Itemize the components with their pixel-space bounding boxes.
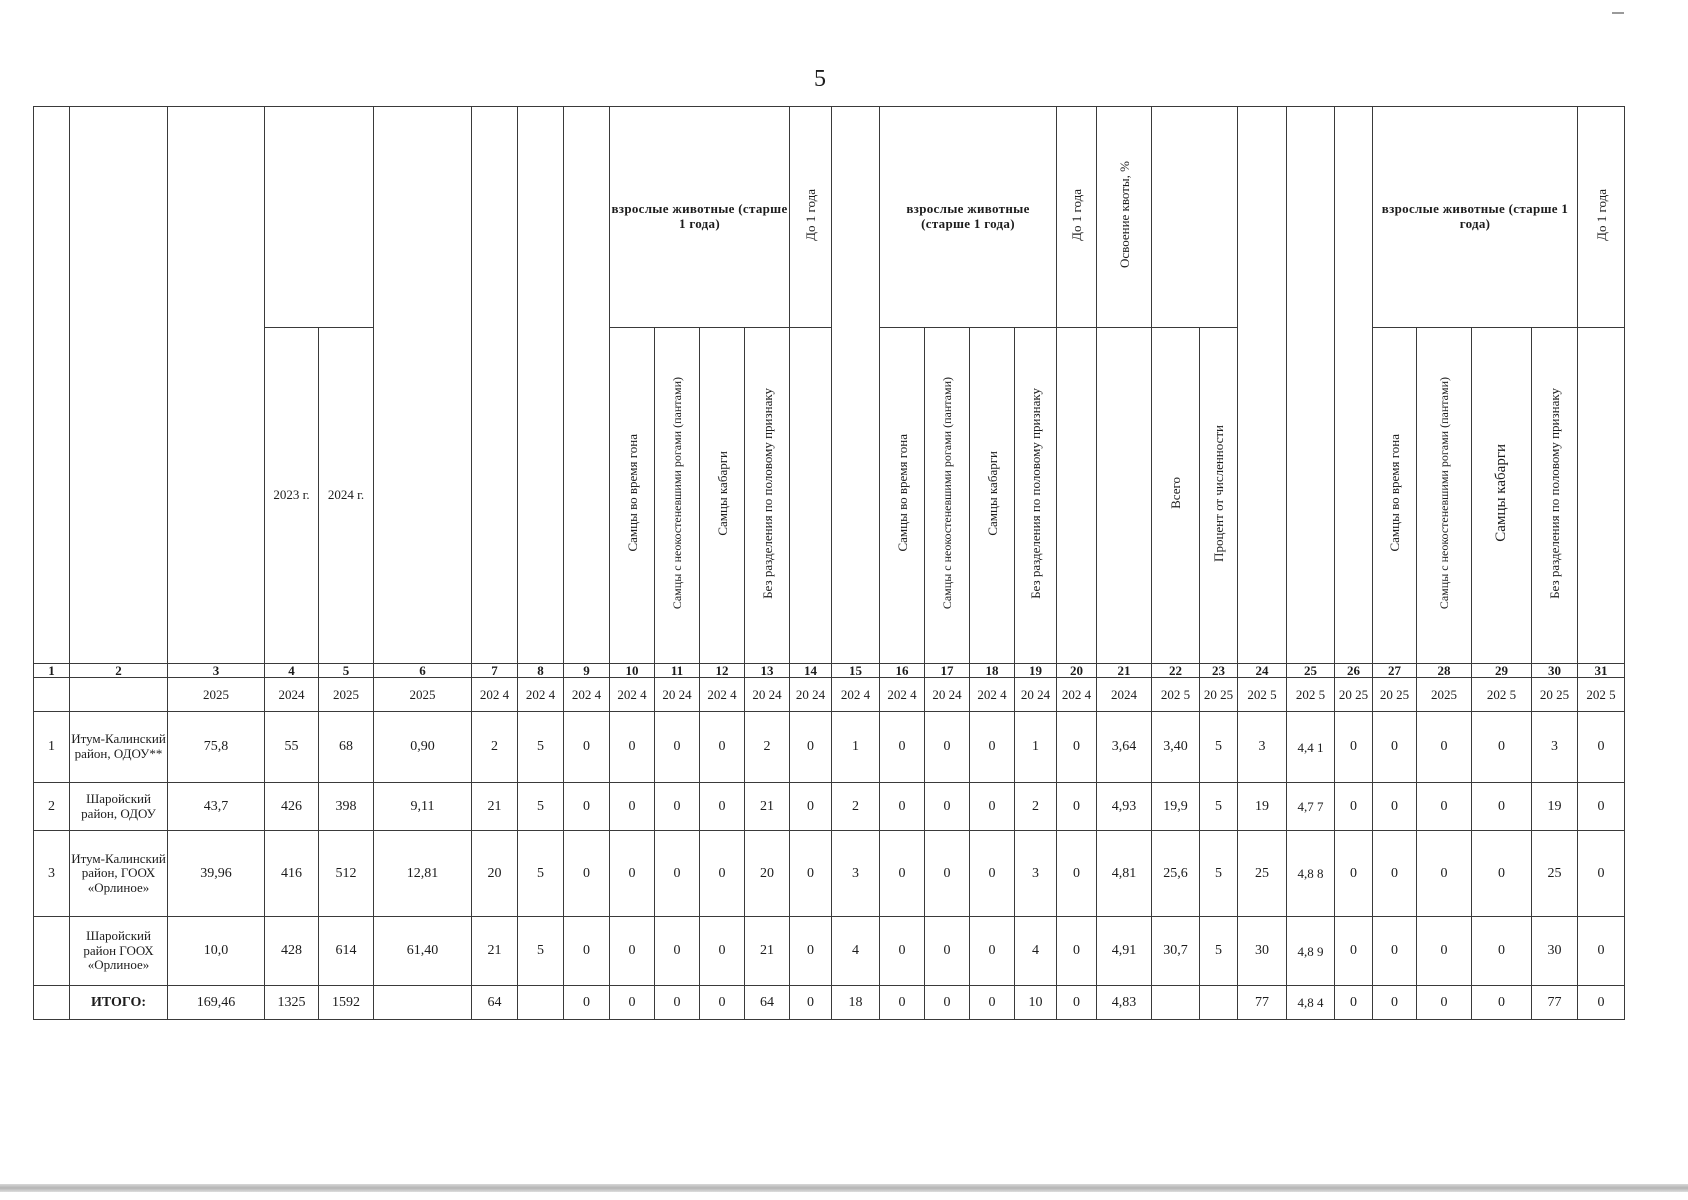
data-cell: 0 — [1373, 712, 1417, 783]
column-number: 20 — [1057, 664, 1097, 678]
data-cell: 426 — [265, 783, 319, 831]
data-cell: 4,93 — [1097, 783, 1152, 831]
total-cell: 1325 — [265, 986, 319, 1020]
column-number: 1 — [34, 664, 70, 678]
total-cell: 0 — [1057, 986, 1097, 1020]
header-group-adults-2024: взрослые животные (старше 1 года) — [610, 107, 790, 328]
total-cell: 0 — [1472, 986, 1532, 1020]
data-cell: 0 — [655, 917, 700, 986]
header-cell-blank — [790, 328, 832, 664]
total-cell: 169,46 — [168, 986, 265, 1020]
page-number: 5 — [814, 66, 826, 92]
data-cell: 21 — [745, 917, 790, 986]
year-row — [34, 678, 1625, 712]
data-cell: 2 — [745, 712, 790, 783]
data-cell: 0,90 — [374, 712, 472, 783]
data-cell: 4,81 — [1097, 831, 1152, 917]
data-cell: 416 — [265, 831, 319, 917]
data-cell: 0 — [925, 712, 970, 783]
data-cell: 19 — [1238, 783, 1287, 831]
data-cell: 0 — [1578, 712, 1625, 783]
row-number — [34, 917, 70, 986]
data-cell: 0 — [1578, 917, 1625, 986]
year-cell: 202 4 — [518, 678, 564, 712]
header-cell-blank — [374, 107, 472, 664]
year-cell: 20 24 — [1015, 678, 1057, 712]
data-cell: 0 — [1373, 831, 1417, 917]
header-quota-use — [1097, 107, 1152, 328]
column-number: 6 — [374, 664, 472, 678]
column-number: 5 — [319, 664, 374, 678]
column-number: 27 — [1373, 664, 1417, 678]
total-cell: 0 — [655, 986, 700, 1020]
total-cell: 77 — [1532, 986, 1578, 1020]
year-cell: 202 5 — [1238, 678, 1287, 712]
data-cell: 0 — [564, 712, 610, 783]
quota-table — [33, 106, 1625, 1020]
year-cell — [34, 678, 70, 712]
data-cell: 398 — [319, 783, 374, 831]
data-cell: 3,64 — [1097, 712, 1152, 783]
column-number: 7 — [472, 664, 518, 678]
column-number: 30 — [1532, 664, 1578, 678]
year-cell: 202 4 — [832, 678, 880, 712]
year-cell — [70, 678, 168, 712]
data-cell: 0 — [1417, 831, 1472, 917]
data-cell: 5 — [518, 917, 564, 986]
year-cell: 202 4 — [700, 678, 745, 712]
year-cell: 20 24 — [925, 678, 970, 712]
year-cell: 2025 — [1417, 678, 1472, 712]
header-musk-males — [970, 328, 1015, 664]
header-cell-blank — [1097, 328, 1152, 664]
data-cell: 0 — [700, 831, 745, 917]
column-number: 29 — [1472, 664, 1532, 678]
header-antler-males-label: Самцы с неокостеневшими рогами (пантами) — [939, 376, 954, 610]
column-number: 18 — [970, 664, 1015, 678]
district-name: Шаройский район ГООХ «Орлиное» — [70, 917, 168, 986]
column-number: 22 — [1152, 664, 1200, 678]
table-row — [34, 712, 1625, 783]
header-antler-males — [925, 328, 970, 664]
total-cell: 0 — [1373, 986, 1417, 1020]
data-cell: 0 — [1417, 917, 1472, 986]
total-cell: 77 — [1238, 986, 1287, 1020]
year-cell: 202 4 — [472, 678, 518, 712]
header-cell-blank — [518, 107, 564, 664]
column-number: 8 — [518, 664, 564, 678]
data-cell: 25,6 — [1152, 831, 1200, 917]
header-musk-males-label: Самцы кабарги — [714, 450, 730, 536]
column-number: 31 — [1578, 664, 1625, 678]
year-cell: 202 4 — [880, 678, 925, 712]
header-rut-males-label: Самцы во время гона — [1387, 434, 1402, 552]
total-cell — [374, 986, 472, 1020]
scan-edge-shadow — [0, 1184, 1688, 1192]
data-cell: 30,7 — [1152, 917, 1200, 986]
data-cell: 0 — [655, 712, 700, 783]
year-cell: 20 24 — [745, 678, 790, 712]
header-musk-males — [700, 328, 745, 664]
column-number: 16 — [880, 664, 925, 678]
district-name: Итум-Калинский район, ГООХ «Орлиное» — [70, 831, 168, 917]
header-cell-blank — [1152, 107, 1238, 328]
total-cell — [518, 986, 564, 1020]
data-cell: 43,7 — [168, 783, 265, 831]
column-number: 13 — [745, 664, 790, 678]
column-number: 26 — [1335, 664, 1373, 678]
header-row-subcolumns — [34, 328, 1625, 664]
header-musk-males-label: Самцы кабарги — [1493, 444, 1509, 542]
data-cell: 25 — [1238, 831, 1287, 917]
data-cell: 21 — [745, 783, 790, 831]
data-cell: 5 — [1200, 712, 1238, 783]
header-cell-blank — [1057, 328, 1097, 664]
data-cell: 19,9 — [1152, 783, 1200, 831]
data-cell: 12,81 — [374, 831, 472, 917]
header-rut-males-label: Самцы во время гона — [894, 434, 910, 552]
data-cell: 0 — [564, 917, 610, 986]
data-cell: 2 — [472, 712, 518, 783]
header-under-1-year-2025 — [1578, 107, 1625, 328]
year-cell: 20 25 — [1335, 678, 1373, 712]
data-cell: 0 — [1472, 712, 1532, 783]
total-cell: 10 — [1015, 986, 1057, 1020]
header-group-adults-harvest-2024: взрослые животные (старше 1 года) — [880, 107, 1057, 328]
header-rut-males-label: Самцы во время гона — [624, 434, 640, 552]
year-cell: 2024 — [1097, 678, 1152, 712]
data-cell: 3 — [1532, 712, 1578, 783]
total-cell: 0 — [610, 986, 655, 1020]
row-number: 3 — [34, 831, 70, 917]
data-cell: 20 — [745, 831, 790, 917]
header-cell-blank — [34, 107, 70, 664]
data-cell: 19 — [1532, 783, 1578, 831]
data-cell: 4,91 — [1097, 917, 1152, 986]
data-cell: 2 — [1015, 783, 1057, 831]
data-cell: 0 — [1057, 783, 1097, 831]
column-number: 12 — [700, 664, 745, 678]
total-cell: 0 — [1578, 986, 1625, 1020]
district-name: Итум-Калинский район, ОДОУ** — [70, 712, 168, 783]
year-cell: 2025 — [319, 678, 374, 712]
data-cell: 75,8 — [168, 712, 265, 783]
data-cell: 0 — [655, 783, 700, 831]
data-cell: 0 — [970, 783, 1015, 831]
data-cell: 1 — [832, 712, 880, 783]
data-cell: 0 — [700, 783, 745, 831]
data-cell: 0 — [1057, 831, 1097, 917]
header-under-1-year-label: До 1 года — [803, 188, 818, 241]
data-cell: 10,0 — [168, 917, 265, 986]
total-cell: 1592 — [319, 986, 374, 1020]
data-cell: 0 — [1417, 783, 1472, 831]
year-cell: 2024 — [265, 678, 319, 712]
data-cell: 0 — [1373, 917, 1417, 986]
table-row — [34, 917, 1625, 986]
total-cell — [1152, 986, 1200, 1020]
header-year-2024: 2024 г. — [319, 328, 374, 664]
header-rut-males — [610, 328, 655, 664]
column-number: 24 — [1238, 664, 1287, 678]
data-cell: 0 — [610, 783, 655, 831]
data-cell: 0 — [925, 783, 970, 831]
header-no-sex-split-label: Без разделения по половому признаку — [1547, 387, 1562, 599]
header-musk-males — [1472, 328, 1532, 664]
data-cell: 0 — [880, 831, 925, 917]
column-number: 23 — [1200, 664, 1238, 678]
column-number: 4 — [265, 664, 319, 678]
data-cell: 2 — [832, 783, 880, 831]
data-cell: 0 — [970, 712, 1015, 783]
data-cell: 0 — [880, 783, 925, 831]
data-cell: 3 — [1015, 831, 1057, 917]
year-cell: 202 4 — [970, 678, 1015, 712]
year-cell: 20 25 — [1532, 678, 1578, 712]
header-antler-males-label: Самцы с неокостеневшими рогами (пантами) — [1436, 376, 1451, 610]
data-cell: 0 — [1578, 783, 1625, 831]
total-cell: 4,83 — [1097, 986, 1152, 1020]
data-cell: 0 — [1335, 783, 1373, 831]
column-number: 14 — [790, 664, 832, 678]
column-number: 21 — [1097, 664, 1152, 678]
data-cell: 0 — [1335, 712, 1373, 783]
header-cell-blank — [1578, 328, 1625, 664]
data-cell: 428 — [265, 917, 319, 986]
data-cell: 0 — [1057, 917, 1097, 986]
data-cell: 0 — [1472, 917, 1532, 986]
header-cell-blank — [1335, 107, 1373, 664]
year-cell: 20 24 — [790, 678, 832, 712]
year-cell: 20 24 — [655, 678, 700, 712]
data-cell: 3 — [832, 831, 880, 917]
data-cell: 4 — [832, 917, 880, 986]
column-number: 3 — [168, 664, 265, 678]
scan-mark — [1612, 12, 1624, 14]
header-percent-label: Процент от численности — [1211, 424, 1226, 562]
data-cell: 5 — [1200, 783, 1238, 831]
data-cell: 61,40 — [374, 917, 472, 986]
data-cell: 9,11 — [374, 783, 472, 831]
header-musk-males-label: Самцы кабарги — [984, 450, 1000, 536]
header-cell-blank — [472, 107, 518, 664]
header-percent-of-population — [1200, 328, 1238, 664]
header-no-sex-split — [1015, 328, 1057, 664]
year-cell: 2025 — [374, 678, 472, 712]
header-antler-males — [655, 328, 700, 664]
column-number: 2 — [70, 664, 168, 678]
data-cell: 0 — [925, 917, 970, 986]
total-row-number — [34, 986, 70, 1020]
total-cell: 4,8 4 — [1287, 986, 1335, 1020]
header-no-sex-split — [745, 328, 790, 664]
data-cell: 0 — [925, 831, 970, 917]
total-cell: 0 — [564, 986, 610, 1020]
data-cell: 614 — [319, 917, 374, 986]
header-under-1-year-label: До 1 года — [1069, 188, 1084, 241]
header-total-label: Всего — [1168, 477, 1183, 509]
data-cell: 3 — [1238, 712, 1287, 783]
column-number: 9 — [564, 664, 610, 678]
data-cell: 21 — [472, 917, 518, 986]
data-cell: 0 — [1472, 783, 1532, 831]
data-cell: 0 — [1335, 917, 1373, 986]
data-cell: 5 — [518, 712, 564, 783]
data-cell: 4,8 9 — [1287, 917, 1335, 986]
table-row — [34, 783, 1625, 831]
total-cell: 18 — [832, 986, 880, 1020]
total-cell: 0 — [1417, 986, 1472, 1020]
header-antler-males-label: Самцы с неокостеневшими рогами (пантами) — [669, 376, 684, 610]
year-cell: 2025 — [168, 678, 265, 712]
data-cell: 0 — [1578, 831, 1625, 917]
data-cell: 4 — [1015, 917, 1057, 986]
data-cell: 0 — [564, 783, 610, 831]
column-number: 10 — [610, 664, 655, 678]
data-cell: 0 — [790, 917, 832, 986]
header-under-1-year-2024 — [790, 107, 832, 328]
data-cell: 5 — [1200, 917, 1238, 986]
column-number: 28 — [1417, 664, 1472, 678]
data-cell: 0 — [880, 712, 925, 783]
header-year-2023: 2023 г. — [265, 328, 319, 664]
header-cell-blank — [1287, 107, 1335, 664]
year-cell: 20 25 — [1373, 678, 1417, 712]
data-cell: 0 — [1373, 783, 1417, 831]
data-cell: 0 — [655, 831, 700, 917]
data-cell: 0 — [564, 831, 610, 917]
total-cell: 64 — [745, 986, 790, 1020]
row-number: 2 — [34, 783, 70, 831]
data-cell: 3,40 — [1152, 712, 1200, 783]
row-number: 1 — [34, 712, 70, 783]
data-cell: 5 — [518, 783, 564, 831]
column-number: 15 — [832, 664, 880, 678]
data-cell: 512 — [319, 831, 374, 917]
data-cell: 5 — [518, 831, 564, 917]
header-cell-blank — [70, 107, 168, 664]
year-cell: 202 5 — [1578, 678, 1625, 712]
year-cell: 202 4 — [564, 678, 610, 712]
data-cell: 0 — [970, 831, 1015, 917]
data-cell: 0 — [1417, 712, 1472, 783]
data-cell: 68 — [319, 712, 374, 783]
data-cell: 0 — [700, 917, 745, 986]
total-row — [34, 986, 1625, 1020]
data-cell: 39,96 — [168, 831, 265, 917]
column-number: 11 — [655, 664, 700, 678]
header-no-sex-split — [1532, 328, 1578, 664]
total-cell: 0 — [925, 986, 970, 1020]
data-cell: 0 — [1057, 712, 1097, 783]
total-cell: 0 — [880, 986, 925, 1020]
header-group-adults-2025: взрослые животные (старше 1 года) — [1373, 107, 1578, 328]
total-cell: 0 — [1335, 986, 1373, 1020]
data-cell: 0 — [790, 783, 832, 831]
header-cell-blank — [168, 107, 265, 664]
data-cell: 4,8 8 — [1287, 831, 1335, 917]
header-cell-blank — [832, 107, 880, 664]
header-rut-males — [1373, 328, 1417, 664]
data-cell: 0 — [610, 917, 655, 986]
data-cell: 0 — [1335, 831, 1373, 917]
data-cell: 0 — [880, 917, 925, 986]
header-cell-blank — [265, 107, 374, 328]
data-cell: 4,7 7 — [1287, 783, 1335, 831]
data-cell: 20 — [472, 831, 518, 917]
table-row — [34, 831, 1625, 917]
header-row-groups — [34, 107, 1625, 328]
data-cell: 30 — [1532, 917, 1578, 986]
column-number-row — [34, 664, 1625, 678]
total-cell: 64 — [472, 986, 518, 1020]
total-label: ИТОГО: — [70, 986, 168, 1020]
column-number: 25 — [1287, 664, 1335, 678]
header-total — [1152, 328, 1200, 664]
data-cell: 0 — [970, 917, 1015, 986]
data-cell: 21 — [472, 783, 518, 831]
header-under-1-year-label: До 1 года — [1593, 188, 1609, 241]
column-number: 19 — [1015, 664, 1057, 678]
header-cell-blank — [564, 107, 610, 664]
total-cell — [1200, 986, 1238, 1020]
header-quota-use-label: Освоение квоты, % — [1116, 161, 1132, 269]
total-cell: 0 — [970, 986, 1015, 1020]
data-cell: 0 — [700, 712, 745, 783]
data-cell: 25 — [1532, 831, 1578, 917]
district-name: Шаройский район, ОДОУ — [70, 783, 168, 831]
header-under-1-year-harvest-2024 — [1057, 107, 1097, 328]
data-cell: 5 — [1200, 831, 1238, 917]
data-cell: 1 — [1015, 712, 1057, 783]
total-cell: 0 — [700, 986, 745, 1020]
data-cell: 0 — [1472, 831, 1532, 917]
year-cell: 202 4 — [610, 678, 655, 712]
header-no-sex-split-label: Без разделения по половому признаку — [759, 387, 775, 599]
header-no-sex-split-label: Без разделения по половому признаку — [1028, 387, 1043, 599]
column-number: 17 — [925, 664, 970, 678]
data-cell: 0 — [790, 712, 832, 783]
data-cell: 0 — [610, 712, 655, 783]
header-cell-blank — [1238, 107, 1287, 664]
year-cell: 202 5 — [1152, 678, 1200, 712]
total-cell: 0 — [790, 986, 832, 1020]
year-cell: 202 5 — [1472, 678, 1532, 712]
year-cell: 202 5 — [1287, 678, 1335, 712]
header-rut-males — [880, 328, 925, 664]
data-cell: 30 — [1238, 917, 1287, 986]
data-cell: 0 — [790, 831, 832, 917]
data-cell: 0 — [610, 831, 655, 917]
header-antler-males — [1417, 328, 1472, 664]
year-cell: 20 25 — [1200, 678, 1238, 712]
data-cell: 4,4 1 — [1287, 712, 1335, 783]
data-cell: 55 — [265, 712, 319, 783]
year-cell: 202 4 — [1057, 678, 1097, 712]
